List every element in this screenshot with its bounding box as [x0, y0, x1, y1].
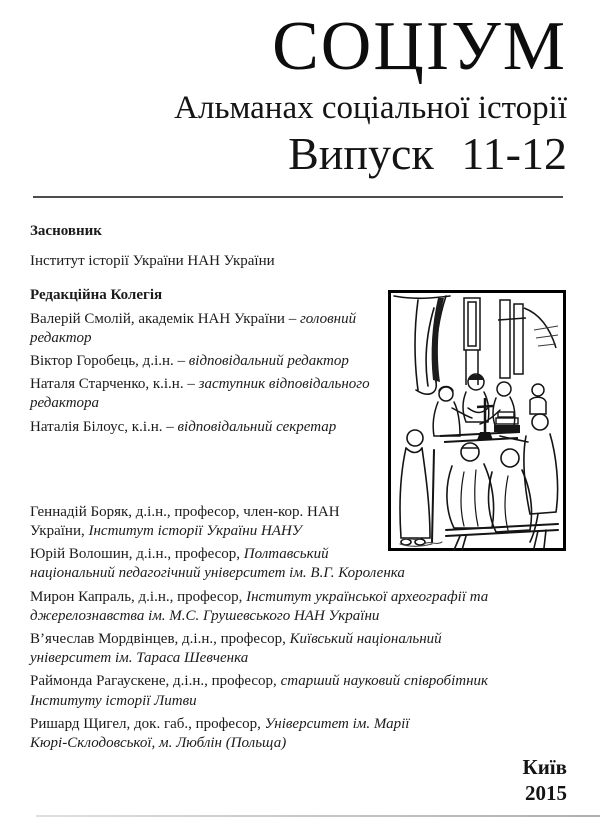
- board-member: [30, 503, 370, 541]
- board-member: [30, 545, 450, 583]
- member-affiliation: Інститут української археографії та джерелознавства ім. М.С. Грушевського НАН України: [30, 588, 489, 624]
- member-affiliation: Університет ім. Марії Кюрі-Склодовської, м. Люблін (Польща): [30, 715, 410, 752]
- board-member: [30, 588, 510, 626]
- member-name: В’ячеслав Мордвінцев, д.і.н., професор,: [30, 631, 290, 648]
- board-member: [30, 672, 550, 710]
- board-member: [30, 630, 470, 668]
- member-name: Юрій Волошин, д.і.н., професор,: [30, 546, 244, 563]
- member-name: Наталя Старченко, к.і.н. –: [30, 376, 199, 393]
- engraving-illustration: [388, 290, 566, 551]
- founder-heading: Засновник: [30, 223, 102, 239]
- member-affiliation: Київський національний університет ім. Тараса Шевченка: [30, 631, 442, 667]
- masthead: [0, 0, 600, 180]
- member-name: Геннадій Боряк, д.і.н., професор, член-кор. НАН України,: [30, 503, 340, 540]
- horizontal-rule: [33, 196, 563, 198]
- member-name: Мирон Капраль, д.і.н., професор,: [30, 588, 247, 605]
- member-role: головний редактор: [30, 310, 357, 346]
- imprint-city: Київ: [522, 755, 567, 779]
- editorial-board-heading: Редакційна Колегія: [30, 287, 163, 304]
- member-name: Раймонда Рагаускене, д.і.н., професор,: [30, 673, 281, 690]
- issue-number: Випуск 11-12: [288, 128, 567, 179]
- member-affiliation: Інститут історії України НАНУ: [88, 523, 302, 540]
- member-name: Віктор Горобець, д.і.н. –: [30, 353, 189, 370]
- founder-name: Інститут історії України НАН України: [30, 253, 275, 270]
- imprint: [522, 754, 567, 806]
- member-name: Наталія Білоус, к.і.н. –: [30, 418, 178, 435]
- scan-edge-artifact: [36, 815, 600, 817]
- member-role: заступник відповідального редактора: [30, 376, 370, 412]
- member-affiliation: старший науковий співробітник Інституту історії Литви: [30, 673, 489, 709]
- almanac-subtitle: Альманах соціальної історії: [174, 90, 567, 126]
- member-role: відповідальний редактор: [188, 353, 349, 370]
- member-name: Валерій Смолій, академік НАН України –: [30, 310, 300, 327]
- member-role: відповідальний секретар: [177, 418, 337, 435]
- member-affiliation: Полтавський національний педагогічний університет ім. В.Г. Короленка: [30, 546, 405, 582]
- page-title: СОЦІУМ: [272, 8, 567, 85]
- imprint-year: 2015: [525, 781, 567, 805]
- board-member: [30, 715, 430, 753]
- member-name: Ришард Щигел, док. габ., професор,: [30, 715, 265, 732]
- page-content: [0, 222, 600, 753]
